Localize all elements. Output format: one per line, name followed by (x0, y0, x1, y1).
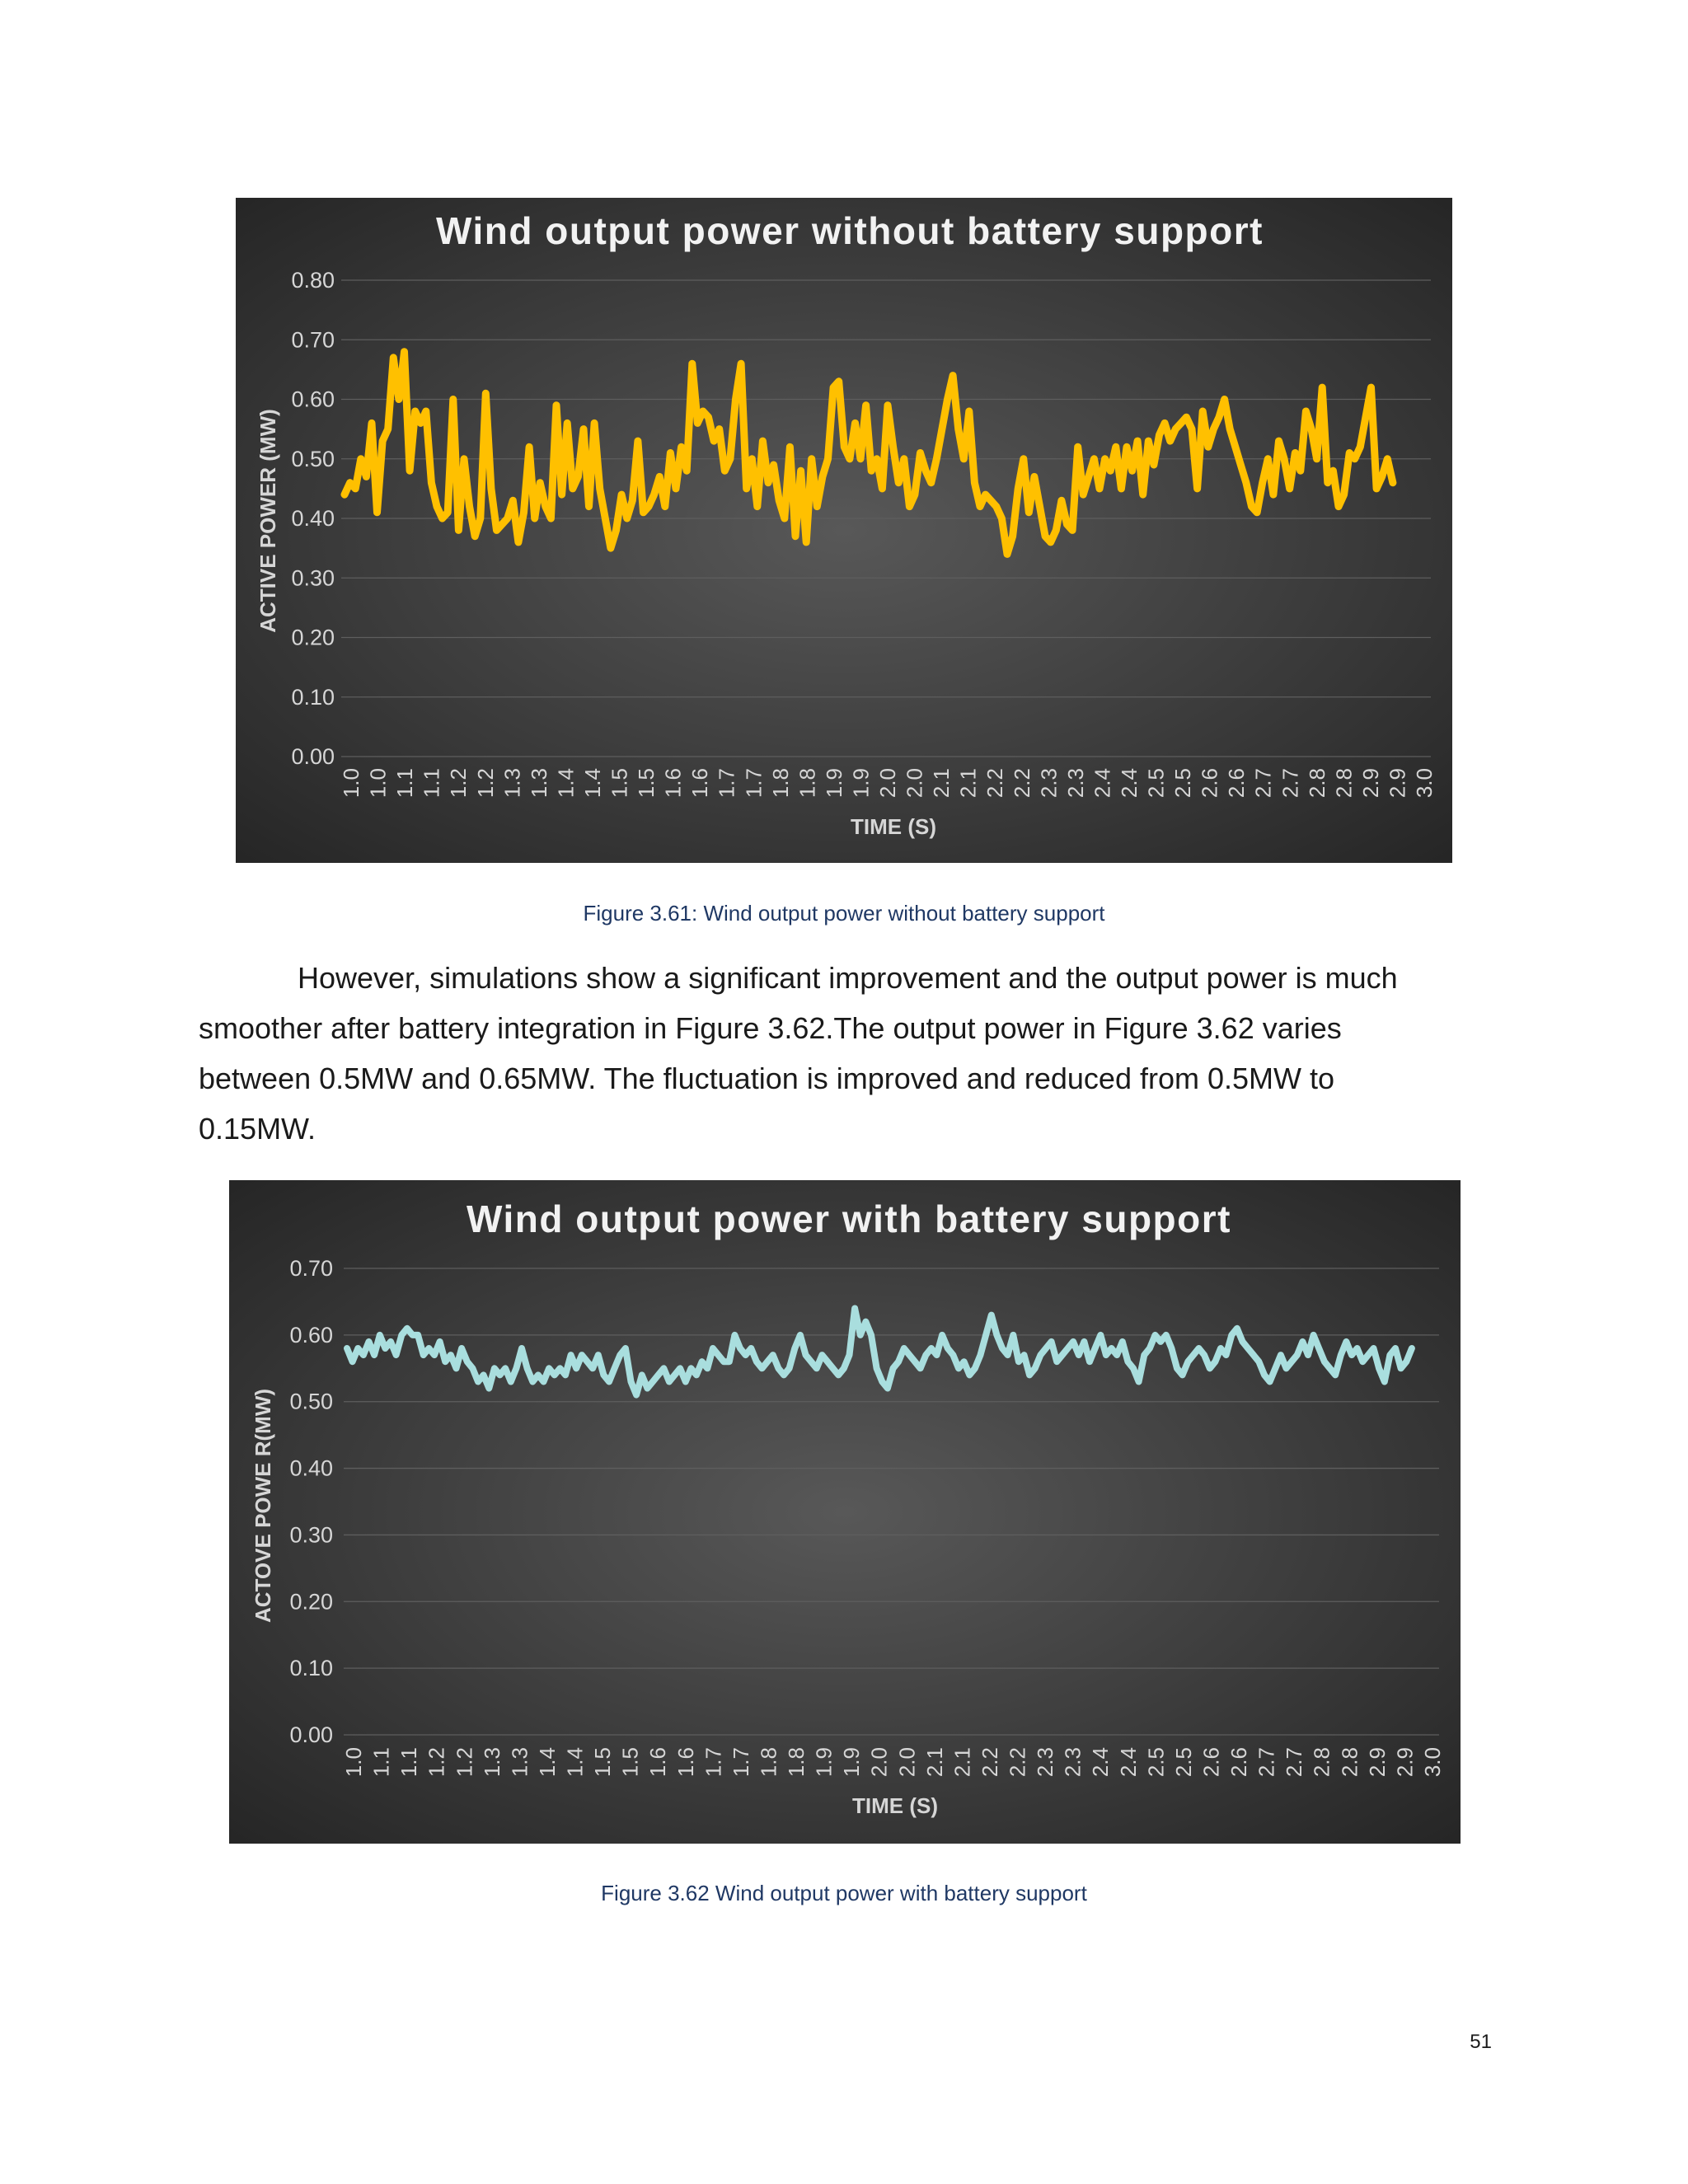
x-tick-label: 2.0 (875, 768, 900, 799)
x-tick-label: 1.6 (673, 1747, 698, 1778)
x-tick-label: 1.8 (756, 1747, 781, 1778)
x-tick-label: 2.7 (1282, 1747, 1307, 1778)
x-tick-label: 1.3 (507, 1747, 532, 1778)
wind-power-with-battery-chart (229, 1180, 1461, 1844)
x-tick-label: 3.0 (1420, 1747, 1445, 1778)
x-tick-label: 2.8 (1337, 1747, 1362, 1778)
x-tick-label: 1.3 (479, 1747, 504, 1778)
x-tick-label: 2.5 (1170, 768, 1196, 799)
x-tick-label: 1.6 (687, 768, 713, 799)
x-tick-label: 2.1 (955, 768, 981, 799)
y-tick-label: 0.40 (289, 1455, 333, 1481)
y-tick-label: 0.10 (291, 684, 335, 710)
y-tick-label: 0.00 (289, 1722, 333, 1747)
x-tick-label: 2.1 (950, 1747, 975, 1778)
x-tick-label: 1.5 (617, 1747, 643, 1778)
x-tick-label: 2.4 (1090, 768, 1115, 799)
x-tick-label: 1.7 (701, 1747, 726, 1778)
x-tick-label: 1.0 (339, 768, 363, 799)
x-axis-label: TIME (S) (852, 1793, 938, 1818)
x-tick-label: 1.7 (714, 768, 739, 799)
y-tick-label: 0.60 (289, 1322, 333, 1347)
x-tick-label: 2.8 (1331, 768, 1357, 799)
x-tick-label: 1.4 (562, 1747, 588, 1778)
x-tick-label: 1.0 (341, 1747, 366, 1778)
body-paragraph: However, simulations show a significant improvement and the output power is much smoother after battery integration in Figure 3.62.The output power in Figure 3.62 varies between 0.5MW and 0.65MW. The fluctuation is improved and reduced from 0.5MW to 0.15MW. (199, 961, 1398, 1146)
y-tick-label: 0.40 (291, 506, 335, 531)
x-tick-label: 2.7 (1250, 768, 1276, 799)
x-tick-label: 2.6 (1197, 768, 1222, 799)
x-tick-label: 2.9 (1357, 768, 1383, 799)
x-tick-label: 1.9 (839, 1747, 865, 1778)
page-number: 51 (1470, 2031, 1492, 2053)
x-tick-label: 1.5 (590, 1747, 616, 1778)
x-tick-label: 1.4 (534, 1747, 560, 1778)
x-tick-label: 2.4 (1116, 768, 1142, 799)
x-tick-label: 2.6 (1224, 768, 1250, 799)
x-tick-label: 2.3 (1060, 1747, 1085, 1778)
x-tick-label: 1.2 (446, 768, 471, 799)
x-tick-label: 1.0 (365, 768, 391, 799)
x-tick-label: 1.8 (795, 768, 820, 799)
x-tick-label: 2.2 (1005, 1747, 1030, 1778)
x-tick-label: 2.7 (1254, 1747, 1279, 1778)
x-tick-label: 1.6 (660, 768, 686, 799)
x-tick-label: 2.2 (977, 1747, 1002, 1778)
figure-3-61-caption: Figure 3.61: Wind output power without battery support (583, 901, 1105, 926)
x-tick-label: 2.3 (1062, 768, 1088, 799)
x-tick-label: 2.3 (1036, 768, 1062, 799)
x-tick-label: 1.8 (767, 768, 793, 799)
y-tick-label: 0.70 (291, 327, 335, 353)
x-tick-label: 1.7 (728, 1747, 753, 1778)
x-tick-label: 2.9 (1385, 768, 1410, 799)
figure-3-61-chart (236, 198, 1452, 863)
chart-background (229, 1180, 1461, 1844)
chart-title: Wind output power with battery support (467, 1197, 1231, 1240)
x-tick-label: 2.6 (1198, 1747, 1224, 1778)
x-tick-label: 1.1 (419, 768, 444, 799)
x-tick-label: 1.2 (424, 1747, 449, 1778)
x-tick-label: 2.0 (894, 1747, 920, 1778)
y-tick-label: 0.30 (291, 565, 335, 591)
x-tick-label: 2.5 (1143, 1747, 1169, 1778)
x-tick-label: 2.2 (982, 768, 1008, 799)
y-tick-label: 0.50 (291, 446, 335, 471)
x-tick-label: 1.7 (741, 768, 767, 799)
x-tick-label: 1.5 (634, 768, 659, 799)
x-tick-label: 2.1 (929, 768, 954, 799)
x-tick-label: 2.4 (1115, 1747, 1141, 1778)
figure-3-62-chart (229, 1180, 1461, 1844)
x-tick-label: 2.5 (1170, 1747, 1196, 1778)
y-tick-label: 0.10 (289, 1656, 333, 1681)
x-tick-label: 1.9 (848, 768, 874, 799)
x-tick-label: 3.0 (1412, 768, 1437, 799)
x-tick-label: 1.3 (526, 768, 551, 799)
x-tick-label: 1.1 (368, 1747, 394, 1778)
x-tick-label: 1.1 (392, 768, 418, 799)
y-axis-label: ACTIVE POWER (MW) (256, 409, 280, 633)
x-tick-label: 1.4 (579, 768, 605, 799)
chart-title: Wind output power without battery support (436, 209, 1264, 252)
x-tick-label: 2.1 (921, 1747, 947, 1778)
x-tick-label: 1.2 (472, 768, 498, 799)
x-tick-label: 1.5 (607, 768, 632, 799)
x-tick-label: 2.9 (1392, 1747, 1418, 1778)
x-tick-label: 1.4 (553, 768, 579, 799)
x-tick-label: 1.3 (499, 768, 525, 799)
x-tick-label: 2.9 (1364, 1747, 1390, 1778)
x-tick-label: 1.9 (811, 1747, 837, 1778)
x-tick-label: 1.2 (452, 1747, 477, 1778)
x-tick-label: 2.3 (1033, 1747, 1058, 1778)
y-tick-label: 0.50 (289, 1389, 333, 1414)
x-tick-label: 2.0 (866, 1747, 892, 1778)
wind-power-without-battery-chart (236, 198, 1452, 863)
x-tick-label: 1.6 (645, 1747, 671, 1778)
y-axis-label: ACTOVE POWE R(MW) (251, 1388, 275, 1624)
x-tick-label: 1.9 (821, 768, 846, 799)
x-axis-label: TIME (S) (851, 814, 936, 839)
x-tick-label: 2.7 (1278, 768, 1303, 799)
x-tick-label: 1.1 (396, 1747, 422, 1778)
x-tick-label: 2.5 (1143, 768, 1169, 799)
y-tick-label: 0.20 (291, 625, 335, 650)
x-tick-label: 2.8 (1304, 768, 1329, 799)
x-tick-label: 2.2 (1009, 768, 1034, 799)
figure-3-62-caption: Figure 3.62 Wind output power with battery support (601, 1881, 1087, 1905)
x-tick-label: 1.8 (784, 1747, 809, 1778)
x-tick-label: 2.6 (1226, 1747, 1252, 1778)
y-tick-label: 0.60 (291, 387, 335, 412)
chart-background (236, 198, 1452, 863)
x-tick-label: 2.8 (1309, 1747, 1334, 1778)
x-tick-label: 2.4 (1088, 1747, 1114, 1778)
x-tick-label: 2.0 (902, 768, 927, 799)
y-tick-label: 0.20 (289, 1589, 333, 1615)
y-tick-label: 0.80 (291, 268, 335, 293)
y-tick-label: 0.30 (289, 1522, 333, 1548)
y-tick-label: 0.70 (289, 1256, 333, 1281)
y-tick-label: 0.00 (291, 744, 335, 769)
